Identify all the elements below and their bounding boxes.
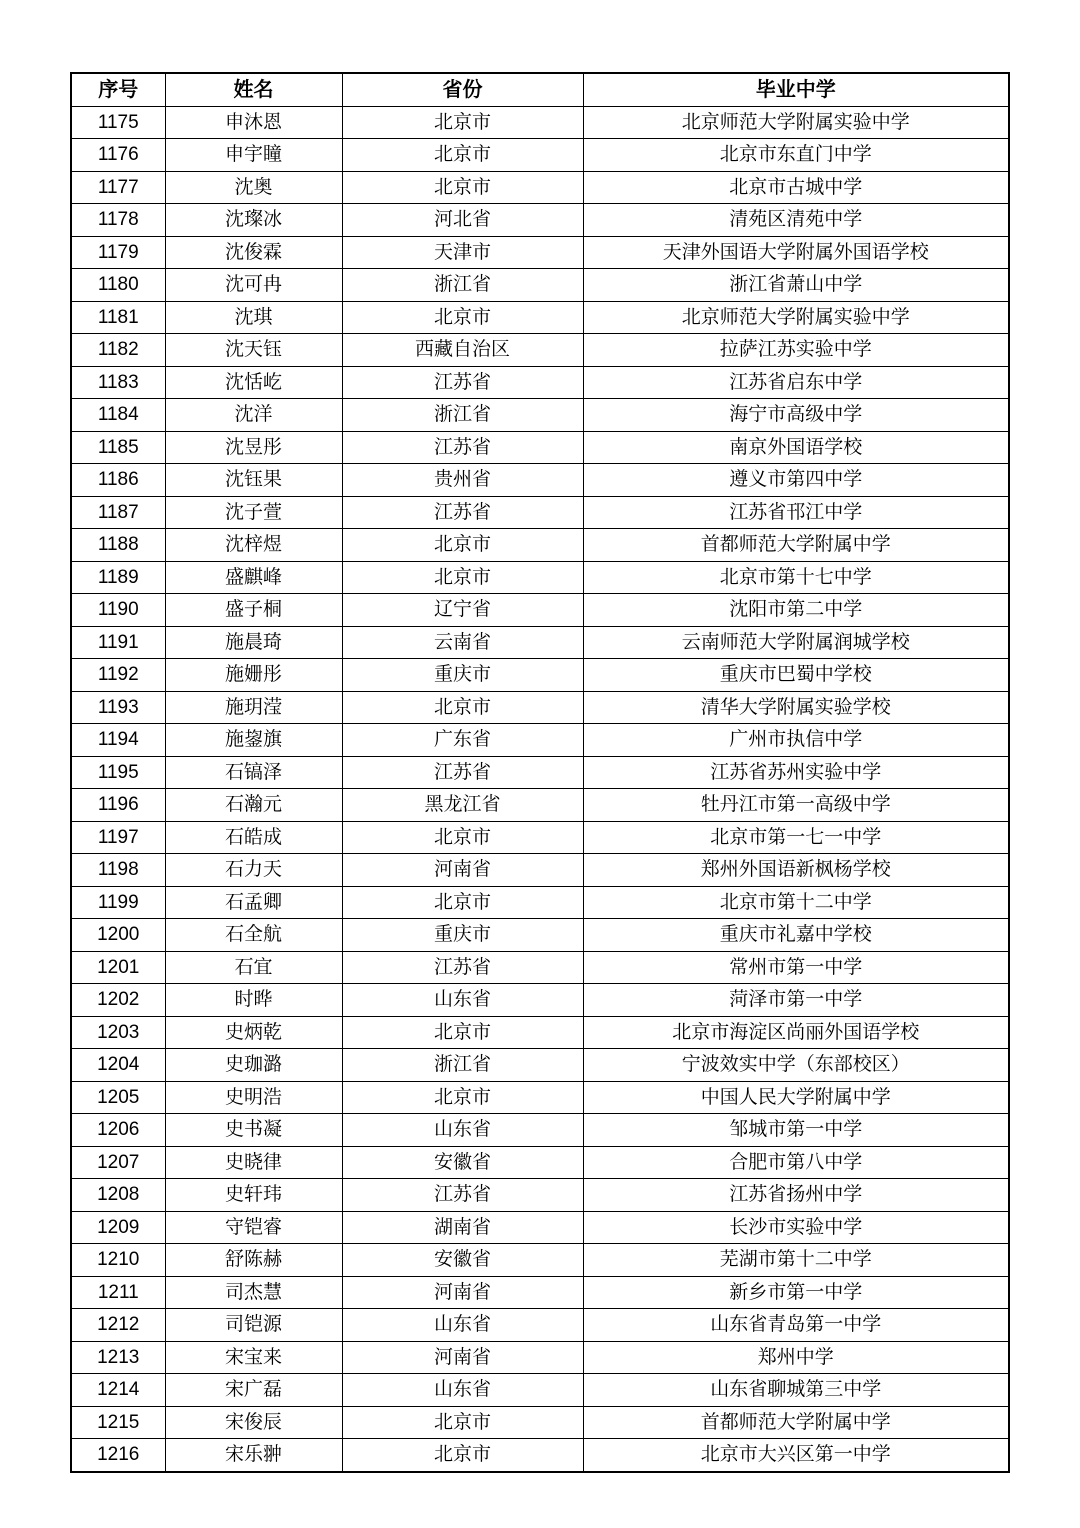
cell-school: 山东省青岛第一中学 — [583, 1309, 1009, 1342]
cell-index: 1196 — [71, 789, 165, 822]
cell-school: 广州市执信中学 — [583, 724, 1009, 757]
cell-province: 北京市 — [342, 821, 583, 854]
cell-school: 北京市古城中学 — [583, 171, 1009, 204]
cell-index: 1207 — [71, 1146, 165, 1179]
cell-name: 施鋆旗 — [165, 724, 342, 757]
cell-province: 河南省 — [342, 854, 583, 887]
cell-index: 1213 — [71, 1341, 165, 1374]
cell-school: 北京市第一七一中学 — [583, 821, 1009, 854]
cell-school: 沈阳市第二中学 — [583, 594, 1009, 627]
table-row — [71, 269, 1009, 302]
cell-index: 1185 — [71, 431, 165, 464]
cell-province: 北京市 — [342, 171, 583, 204]
cell-province: 北京市 — [342, 301, 583, 334]
table-row — [71, 171, 1009, 204]
cell-index: 1206 — [71, 1114, 165, 1147]
cell-index: 1209 — [71, 1211, 165, 1244]
cell-province: 北京市 — [342, 561, 583, 594]
cell-name: 施晨琦 — [165, 626, 342, 659]
cell-index: 1200 — [71, 919, 165, 952]
table-row — [71, 1146, 1009, 1179]
cell-school: 新乡市第一中学 — [583, 1276, 1009, 1309]
cell-school: 北京师范大学附属实验中学 — [583, 301, 1009, 334]
cell-name: 石镐泽 — [165, 756, 342, 789]
cell-province: 河南省 — [342, 1341, 583, 1374]
cell-province: 浙江省 — [342, 399, 583, 432]
header-name: 姓名 — [165, 73, 342, 106]
table-row — [71, 1374, 1009, 1407]
cell-province: 浙江省 — [342, 1049, 583, 1082]
cell-school: 云南师范大学附属润城学校 — [583, 626, 1009, 659]
cell-province: 重庆市 — [342, 919, 583, 952]
cell-school: 浙江省萧山中学 — [583, 269, 1009, 302]
table-row — [71, 1114, 1009, 1147]
cell-index: 1198 — [71, 854, 165, 887]
table-row — [71, 236, 1009, 269]
header-row — [71, 73, 1009, 106]
cell-province: 西藏自治区 — [342, 334, 583, 367]
cell-province: 山东省 — [342, 984, 583, 1017]
cell-school: 北京师范大学附属实验中学 — [583, 106, 1009, 139]
table-row — [71, 334, 1009, 367]
cell-name: 石全航 — [165, 919, 342, 952]
cell-province: 江苏省 — [342, 756, 583, 789]
cell-name: 司杰慧 — [165, 1276, 342, 1309]
cell-index: 1175 — [71, 106, 165, 139]
cell-name: 沈洋 — [165, 399, 342, 432]
cell-name: 史炳乾 — [165, 1016, 342, 1049]
cell-school: 江苏省邗江中学 — [583, 496, 1009, 529]
table-row — [71, 529, 1009, 562]
cell-school: 江苏省苏州实验中学 — [583, 756, 1009, 789]
cell-province: 贵州省 — [342, 464, 583, 497]
cell-school: 南京外国语学校 — [583, 431, 1009, 464]
cell-index: 1178 — [71, 204, 165, 237]
cell-name: 石孟卿 — [165, 886, 342, 919]
table-row — [71, 691, 1009, 724]
cell-index: 1192 — [71, 659, 165, 692]
cell-index: 1187 — [71, 496, 165, 529]
cell-index: 1177 — [71, 171, 165, 204]
table-row — [71, 464, 1009, 497]
table-row — [71, 1179, 1009, 1212]
table-row — [71, 724, 1009, 757]
table-row — [71, 496, 1009, 529]
table-row — [71, 886, 1009, 919]
table-row — [71, 139, 1009, 172]
cell-name: 沈可冉 — [165, 269, 342, 302]
cell-index: 1214 — [71, 1374, 165, 1407]
cell-name: 宋广磊 — [165, 1374, 342, 1407]
table-row — [71, 1276, 1009, 1309]
cell-name: 沈梓煜 — [165, 529, 342, 562]
table-row — [71, 594, 1009, 627]
cell-name: 沈俊霖 — [165, 236, 342, 269]
cell-index: 1193 — [71, 691, 165, 724]
cell-school: 菏泽市第一中学 — [583, 984, 1009, 1017]
cell-school: 牡丹江市第一高级中学 — [583, 789, 1009, 822]
cell-school: 芜湖市第十二中学 — [583, 1244, 1009, 1277]
cell-province: 安徽省 — [342, 1146, 583, 1179]
table-row — [71, 431, 1009, 464]
cell-school: 合肥市第八中学 — [583, 1146, 1009, 1179]
table-row — [71, 1049, 1009, 1082]
cell-name: 申沐恩 — [165, 106, 342, 139]
cell-name: 史轩玮 — [165, 1179, 342, 1212]
cell-school: 北京市大兴区第一中学 — [583, 1439, 1009, 1472]
table-row — [71, 1081, 1009, 1114]
cell-school: 郑州外国语新枫杨学校 — [583, 854, 1009, 887]
cell-province: 北京市 — [342, 691, 583, 724]
cell-school: 北京市第十二中学 — [583, 886, 1009, 919]
cell-name: 盛麒峰 — [165, 561, 342, 594]
cell-index: 1184 — [71, 399, 165, 432]
cell-index: 1215 — [71, 1406, 165, 1439]
cell-name: 沈钰果 — [165, 464, 342, 497]
cell-school: 首都师范大学附属中学 — [583, 1406, 1009, 1439]
cell-index: 1194 — [71, 724, 165, 757]
cell-school: 长沙市实验中学 — [583, 1211, 1009, 1244]
cell-school: 北京市海淀区尚丽外国语学校 — [583, 1016, 1009, 1049]
cell-school: 江苏省启东中学 — [583, 366, 1009, 399]
cell-index: 1204 — [71, 1049, 165, 1082]
table-row — [71, 659, 1009, 692]
table-row — [71, 854, 1009, 887]
cell-index: 1208 — [71, 1179, 165, 1212]
roster-body — [71, 106, 1009, 1472]
cell-school: 重庆市巴蜀中学校 — [583, 659, 1009, 692]
cell-name: 沈琪 — [165, 301, 342, 334]
cell-province: 广东省 — [342, 724, 583, 757]
cell-province: 江苏省 — [342, 496, 583, 529]
cell-name: 沈璨冰 — [165, 204, 342, 237]
cell-name: 沈天钰 — [165, 334, 342, 367]
cell-name: 史书凝 — [165, 1114, 342, 1147]
cell-province: 江苏省 — [342, 1179, 583, 1212]
cell-index: 1197 — [71, 821, 165, 854]
cell-province: 山东省 — [342, 1374, 583, 1407]
cell-index: 1202 — [71, 984, 165, 1017]
cell-name: 施玥滢 — [165, 691, 342, 724]
table-row — [71, 204, 1009, 237]
cell-province: 黑龙江省 — [342, 789, 583, 822]
cell-province: 江苏省 — [342, 431, 583, 464]
cell-school: 拉萨江苏实验中学 — [583, 334, 1009, 367]
table-row — [71, 951, 1009, 984]
cell-name: 石宜 — [165, 951, 342, 984]
cell-name: 沈奥 — [165, 171, 342, 204]
table-row — [71, 789, 1009, 822]
cell-province: 山东省 — [342, 1114, 583, 1147]
roster-table — [70, 72, 1010, 1473]
cell-school: 常州市第一中学 — [583, 951, 1009, 984]
cell-school: 首都师范大学附属中学 — [583, 529, 1009, 562]
cell-school: 郑州中学 — [583, 1341, 1009, 1374]
header-school: 毕业中学 — [583, 73, 1009, 106]
cell-index: 1188 — [71, 529, 165, 562]
cell-school: 江苏省扬州中学 — [583, 1179, 1009, 1212]
cell-school: 北京市第十七中学 — [583, 561, 1009, 594]
cell-name: 宋俊辰 — [165, 1406, 342, 1439]
cell-school: 天津外国语大学附属外国语学校 — [583, 236, 1009, 269]
cell-name: 沈子萱 — [165, 496, 342, 529]
cell-name: 司铠源 — [165, 1309, 342, 1342]
cell-name: 申宇瞳 — [165, 139, 342, 172]
cell-index: 1216 — [71, 1439, 165, 1472]
cell-province: 北京市 — [342, 1439, 583, 1472]
cell-province: 江苏省 — [342, 366, 583, 399]
cell-name: 石瀚元 — [165, 789, 342, 822]
cell-province: 云南省 — [342, 626, 583, 659]
cell-school: 重庆市礼嘉中学校 — [583, 919, 1009, 952]
cell-province: 安徽省 — [342, 1244, 583, 1277]
table-row — [71, 821, 1009, 854]
table-row — [71, 1439, 1009, 1472]
cell-name: 史晓律 — [165, 1146, 342, 1179]
cell-province: 重庆市 — [342, 659, 583, 692]
cell-name: 盛子桐 — [165, 594, 342, 627]
cell-province: 北京市 — [342, 1016, 583, 1049]
table-row — [71, 1341, 1009, 1374]
cell-index: 1176 — [71, 139, 165, 172]
cell-index: 1186 — [71, 464, 165, 497]
cell-index: 1191 — [71, 626, 165, 659]
cell-province: 北京市 — [342, 139, 583, 172]
cell-school: 清苑区清苑中学 — [583, 204, 1009, 237]
cell-province: 江苏省 — [342, 951, 583, 984]
cell-province: 北京市 — [342, 1081, 583, 1114]
cell-name: 宋乐翀 — [165, 1439, 342, 1472]
table-row — [71, 626, 1009, 659]
cell-index: 1205 — [71, 1081, 165, 1114]
cell-index: 1180 — [71, 269, 165, 302]
cell-province: 北京市 — [342, 1406, 583, 1439]
cell-index: 1183 — [71, 366, 165, 399]
cell-name: 沈恬屹 — [165, 366, 342, 399]
cell-name: 史珈潞 — [165, 1049, 342, 1082]
cell-index: 1182 — [71, 334, 165, 367]
cell-province: 河南省 — [342, 1276, 583, 1309]
cell-school: 中国人民大学附属中学 — [583, 1081, 1009, 1114]
table-row — [71, 1016, 1009, 1049]
cell-index: 1212 — [71, 1309, 165, 1342]
cell-name: 石力天 — [165, 854, 342, 887]
table-row — [71, 399, 1009, 432]
cell-name: 宋宝来 — [165, 1341, 342, 1374]
table-row — [71, 1309, 1009, 1342]
cell-name: 守铠睿 — [165, 1211, 342, 1244]
header-index: 序号 — [71, 73, 165, 106]
table-row — [71, 1406, 1009, 1439]
cell-school: 遵义市第四中学 — [583, 464, 1009, 497]
cell-province: 山东省 — [342, 1309, 583, 1342]
cell-school: 邹城市第一中学 — [583, 1114, 1009, 1147]
table-row — [71, 366, 1009, 399]
table-row — [71, 919, 1009, 952]
cell-province: 浙江省 — [342, 269, 583, 302]
cell-index: 1179 — [71, 236, 165, 269]
cell-index: 1210 — [71, 1244, 165, 1277]
cell-name: 舒陈赫 — [165, 1244, 342, 1277]
cell-index: 1203 — [71, 1016, 165, 1049]
cell-index: 1189 — [71, 561, 165, 594]
cell-name: 史明浩 — [165, 1081, 342, 1114]
cell-school: 北京市东直门中学 — [583, 139, 1009, 172]
roster-sheet — [70, 72, 1008, 1473]
cell-school: 山东省聊城第三中学 — [583, 1374, 1009, 1407]
cell-index: 1181 — [71, 301, 165, 334]
cell-province: 辽宁省 — [342, 594, 583, 627]
table-row — [71, 756, 1009, 789]
cell-school: 清华大学附属实验学校 — [583, 691, 1009, 724]
table-row — [71, 1244, 1009, 1277]
cell-name: 时晔 — [165, 984, 342, 1017]
header-province: 省份 — [342, 73, 583, 106]
table-row — [71, 301, 1009, 334]
table-row — [71, 984, 1009, 1017]
table-row — [71, 1211, 1009, 1244]
cell-index: 1201 — [71, 951, 165, 984]
cell-province: 湖南省 — [342, 1211, 583, 1244]
cell-name: 沈昱彤 — [165, 431, 342, 464]
cell-province: 北京市 — [342, 886, 583, 919]
cell-index: 1195 — [71, 756, 165, 789]
cell-index: 1190 — [71, 594, 165, 627]
cell-province: 河北省 — [342, 204, 583, 237]
cell-school: 宁波效实中学（东部校区） — [583, 1049, 1009, 1082]
cell-index: 1199 — [71, 886, 165, 919]
cell-school: 海宁市高级中学 — [583, 399, 1009, 432]
cell-name: 石皓成 — [165, 821, 342, 854]
table-row — [71, 106, 1009, 139]
cell-province: 北京市 — [342, 529, 583, 562]
cell-province: 北京市 — [342, 106, 583, 139]
cell-province: 天津市 — [342, 236, 583, 269]
cell-name: 施姗彤 — [165, 659, 342, 692]
table-row — [71, 561, 1009, 594]
cell-index: 1211 — [71, 1276, 165, 1309]
